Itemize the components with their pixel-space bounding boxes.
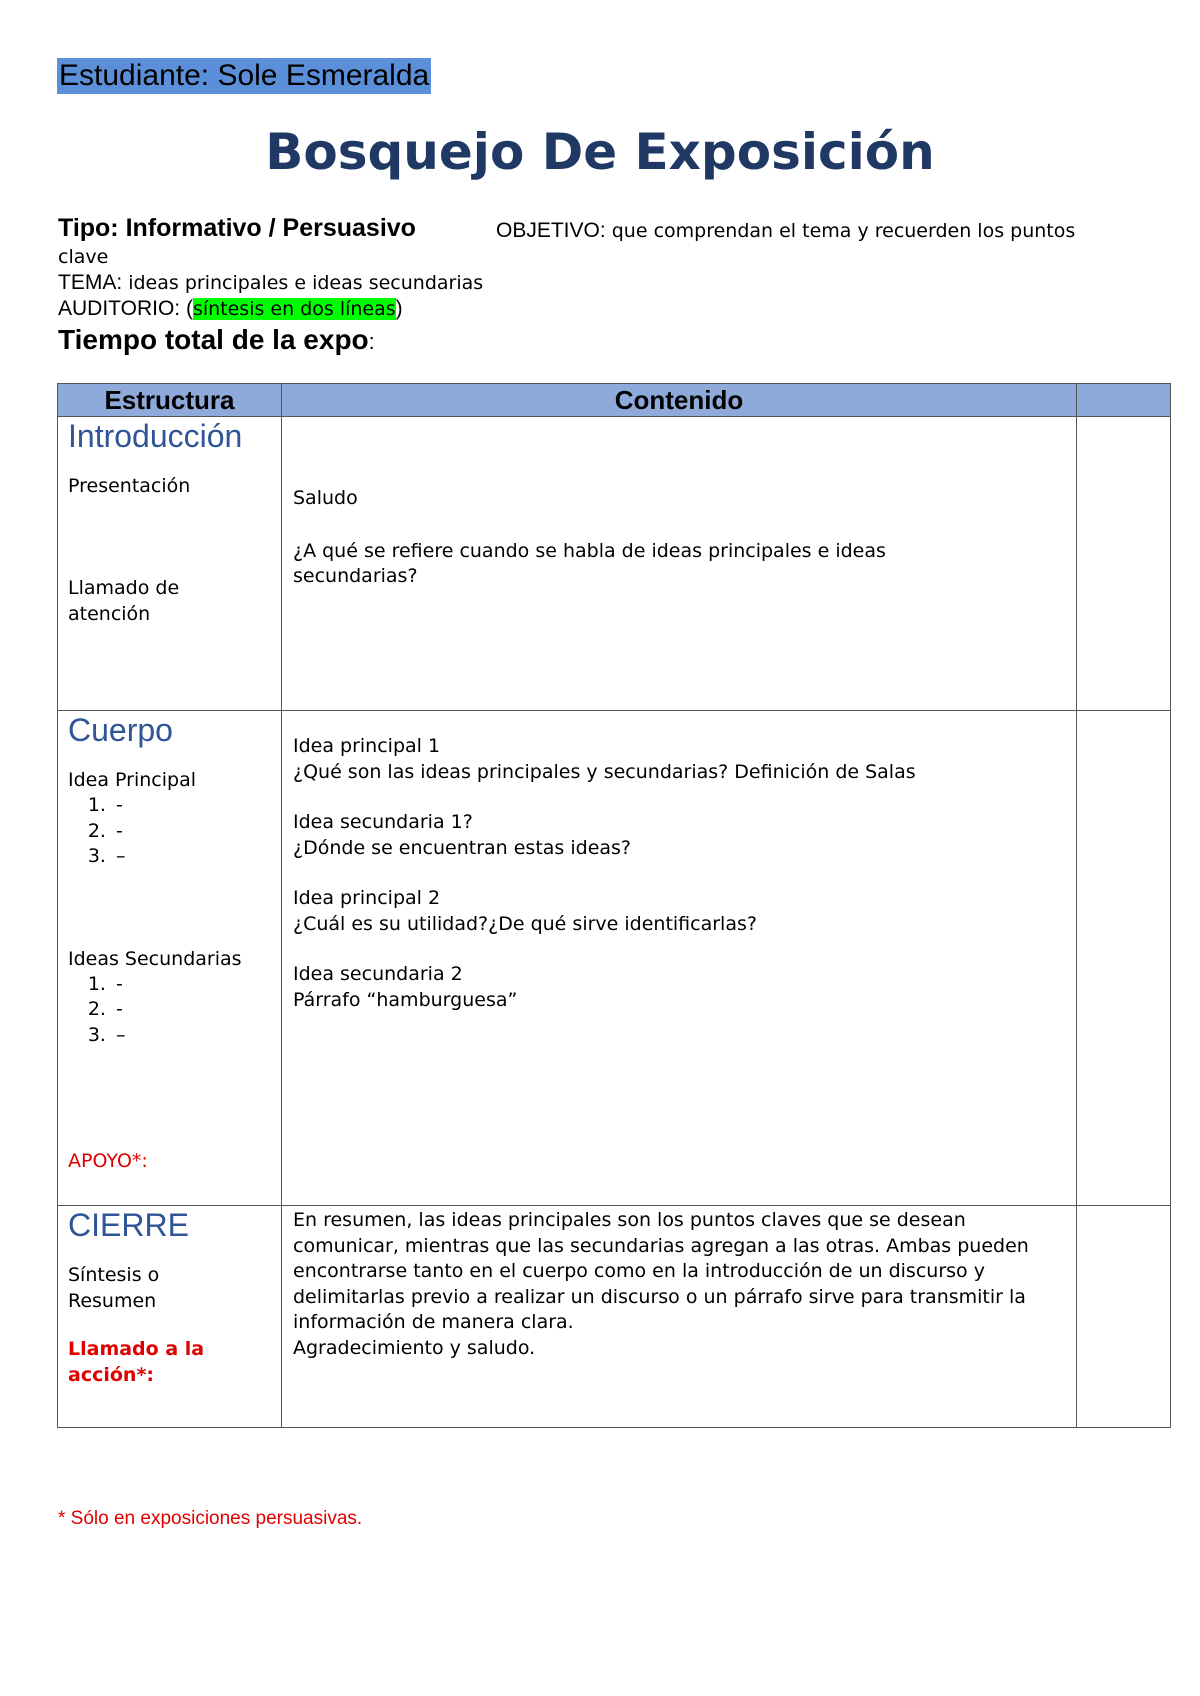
cuerpo-structure-cell: [58, 711, 282, 1206]
tipo-line: Tipo: Informativo / Persuasivo: [58, 214, 416, 242]
header-estructura: Estructura: [58, 384, 282, 417]
idea-principal-2-text: ¿Cuál es su utilidad?¿De qué sirve identificarlas?: [293, 912, 757, 935]
row-cuerpo: [58, 711, 1171, 1206]
table-header-row: [58, 384, 1171, 417]
ideas-secundarias-list: [68, 972, 271, 1049]
idea-principal-1: Idea principal 1: [293, 735, 441, 757]
cierre-empty-cell: [1077, 1206, 1171, 1428]
student-name: Estudiante: Sole Esmeralda: [59, 59, 430, 92]
presentacion-label: Presentación: [68, 475, 191, 497]
llamado-accion-2: acción*:: [68, 1364, 154, 1386]
auditorio-highlight: síntesis en dos líneas: [192, 298, 396, 320]
idea-principal-list: [68, 793, 271, 870]
cierre-title: CIERRE: [68, 1207, 189, 1243]
tema-label: TEMA:: [58, 271, 123, 294]
row-introduccion: [58, 417, 1171, 711]
idea-principal-2: Idea principal 2: [293, 887, 441, 909]
idea-principal-label: Idea Principal: [68, 769, 196, 791]
cierre-summary: En resumen, las ideas principales son los puntos claves que se desean comunicar, mientras que las secundarias agregan a las otras. Ambas pueden encontrarse tanto en el cuerpo como en la introducción de un discurso y delimitarlas previo a realizar un discurso o un párrafo sirve para transmitir la información de manera clara.: [293, 1209, 1029, 1333]
idea-secundaria-1: Idea secundaria 1?: [293, 811, 473, 833]
sintesis-label-1: Síntesis o: [68, 1264, 160, 1286]
intro-question: ¿A qué se refiere cuando se habla de ideas principales e ideas secundarias?: [293, 539, 886, 587]
list-item: 3. –: [112, 1023, 271, 1049]
tema-line: [58, 271, 483, 295]
llamado-label-2: atención: [68, 603, 151, 625]
list-item: 3. –: [112, 844, 271, 870]
agradecimiento-text: Agradecimiento y saludo.: [293, 1336, 536, 1359]
llamado-accion-1: Llamado a la: [68, 1338, 205, 1360]
objetivo-label: OBJETIVO:: [496, 219, 606, 242]
objetivo-line: [496, 219, 1075, 243]
footnote: * Sólo en exposiciones persuasivas.: [58, 1508, 363, 1529]
tiempo-line: [58, 322, 375, 360]
intro-title: Introducción: [68, 418, 243, 454]
intro-content-cell: [282, 417, 1077, 711]
cuerpo-title: Cuerpo: [68, 712, 173, 748]
auditorio-label: AUDITORIO: (: [58, 297, 193, 320]
objetivo-text: que comprendan el tema y recuerden los puntos: [611, 220, 1076, 242]
list-item: 2. -: [112, 819, 271, 845]
ideas-secundarias-label: Ideas Secundarias: [68, 947, 242, 970]
list-item: 2. -: [112, 997, 271, 1023]
list-item: 1. -: [112, 793, 271, 819]
header-contenido: Contenido: [282, 384, 1077, 417]
cierre-content-cell: [282, 1206, 1077, 1428]
outline-table: [57, 383, 1171, 1428]
tiempo-colon: :: [368, 329, 375, 354]
auditorio-close: ): [395, 297, 403, 320]
header-empty: [1077, 384, 1171, 417]
tema-text: ideas principales e ideas secundarias: [128, 272, 484, 294]
idea-secundaria-2-text: Párrafo “hamburguesa”: [293, 988, 518, 1011]
row-cierre: [58, 1206, 1171, 1428]
tiempo-label: Tiempo total de la expo: [58, 324, 369, 355]
list-item: 1. -: [112, 972, 271, 998]
intro-empty-cell: [1077, 417, 1171, 711]
cierre-structure-cell: [58, 1206, 282, 1428]
auditorio-line: [58, 297, 403, 321]
llamado-label-1: Llamado de: [68, 577, 180, 599]
idea-principal-1-text: ¿Qué son las ideas principales y secundarias? Definición de Salas: [293, 760, 916, 783]
intro-structure-cell: [58, 417, 282, 711]
sintesis-label-2: Resumen: [68, 1290, 157, 1312]
idea-secundaria-1-text: ¿Dónde se encuentran estas ideas?: [293, 836, 632, 859]
saludo-text: Saludo: [293, 487, 358, 509]
cuerpo-empty-cell: [1077, 711, 1171, 1206]
idea-secundaria-2: Idea secundaria 2: [293, 963, 463, 985]
apoyo-label: APOYO*:: [68, 1150, 148, 1172]
cuerpo-content-cell: [282, 711, 1077, 1206]
objetivo-continuation: clave: [58, 246, 109, 268]
page-title: Bosquejo De Exposición: [265, 123, 935, 181]
